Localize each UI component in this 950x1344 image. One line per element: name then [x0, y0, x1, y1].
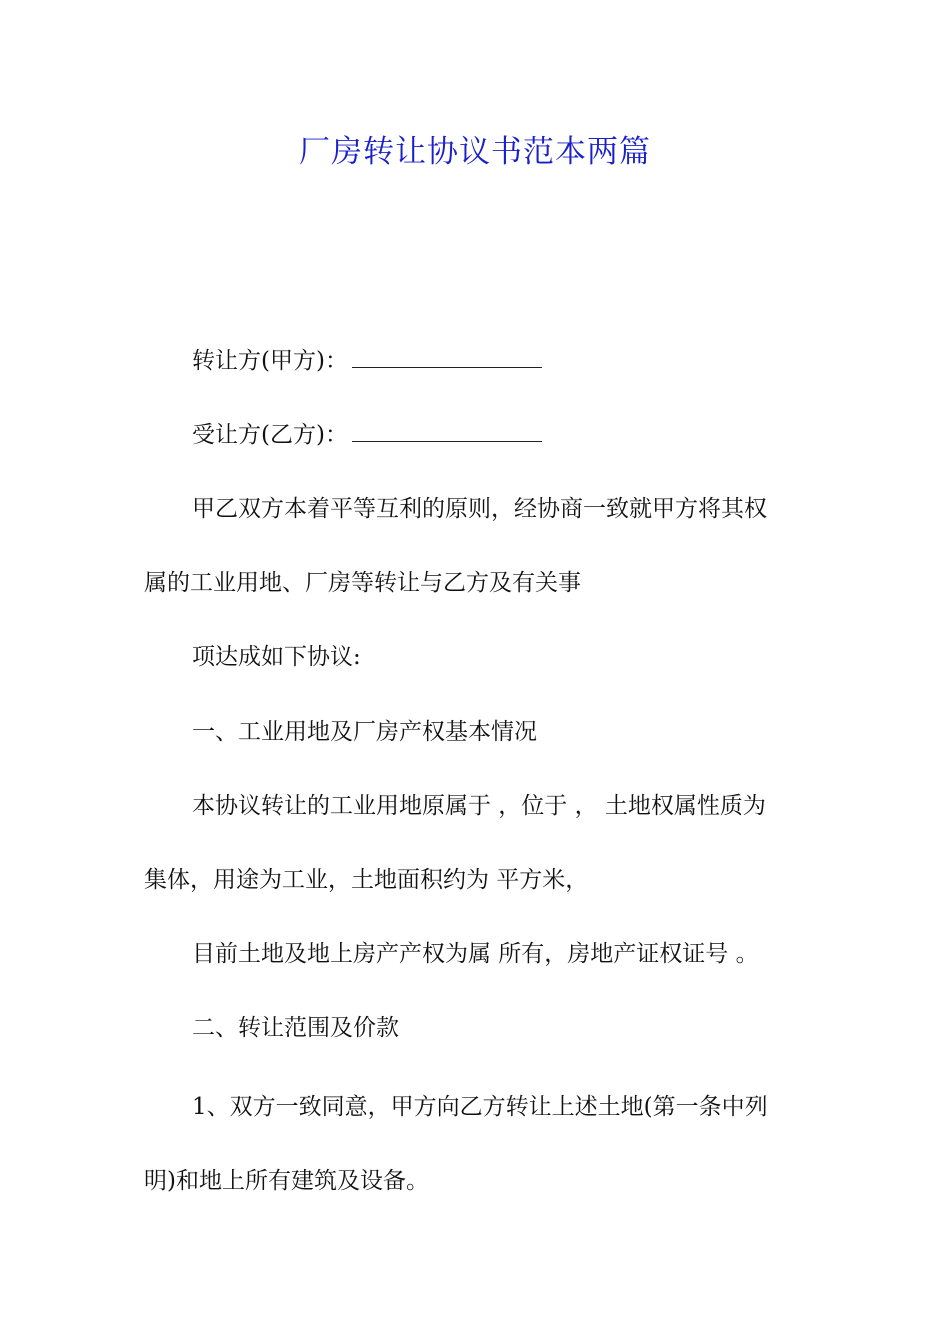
- paragraph-line: 明)和地上所有建筑及设备。: [144, 1168, 429, 1194]
- section-heading: 二、转让范围及价款: [192, 1015, 399, 1041]
- paragraph-line: 甲乙双方本着平等互利的原则，经协商一致就甲方将其权: [192, 496, 767, 522]
- paragraph-line: 项达成如下协议:: [192, 644, 361, 670]
- document-title: 厂房转让协议书范本两篇: [299, 134, 651, 170]
- transferor-line: [192, 341, 812, 381]
- section-heading: 一、工业用地及厂房产权基本情况: [192, 719, 537, 745]
- paragraph-line: 目前土地及地上房产产权为属 所有，房地产证权证号 。: [192, 941, 759, 967]
- transferor-blank: [352, 341, 542, 368]
- paragraph-line: 本协议转让的工业用地原属于 ，位于 ， 土地权属性质为: [192, 793, 766, 819]
- transferor-label: 转让方(甲方)：: [192, 348, 348, 374]
- paragraph-line: 1、双方一致同意，甲方向乙方转让上述土地(第一条中列: [192, 1094, 768, 1120]
- transferee-label: 受让方(乙方)：: [192, 422, 348, 448]
- paragraph-line: 属的工业用地、厂房等转让与乙方及有关事: [144, 570, 581, 596]
- transferee-line: [192, 415, 812, 455]
- paragraph-line: 集体，用途为工业，土地面积约为 平方米，: [144, 867, 589, 893]
- transferee-blank: [352, 415, 542, 442]
